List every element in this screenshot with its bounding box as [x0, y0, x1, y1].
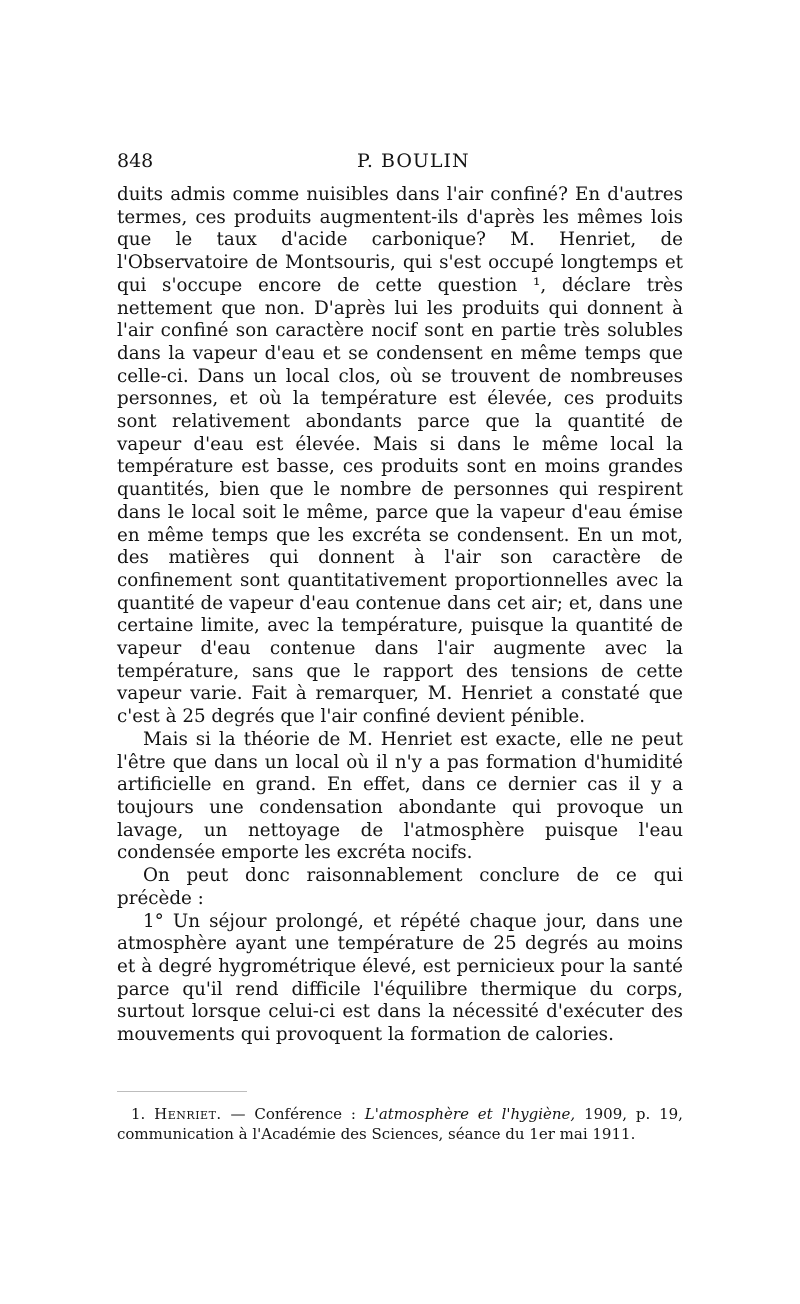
footnote-title: L'atmosphère et l'hygiène,: [364, 1105, 576, 1123]
page-header: [117, 150, 683, 176]
footnote-author: Henriet.: [154, 1105, 222, 1123]
footnote-rest: 1909, p. 19, communication à l'Académie des Sciences, séance du 1er mai 1911.: [117, 1105, 683, 1143]
footnote-number: 1.: [131, 1105, 146, 1123]
footnote: [117, 1104, 683, 1144]
footnote-divider: [117, 1091, 247, 1092]
page-number: 848: [117, 150, 154, 172]
paragraph-3: On peut donc raisonnablement conclure de ce qui précède :: [117, 865, 683, 909]
body-text: [117, 184, 683, 1047]
paragraph-4: 1° Un séjour prolongé, et répété chaque jour, dans une atmosphère ayant une température de 25 degrés au moins et à degré hygrométrique élevé, est pernicieux pour la santé parce qu'il rend difficile l'équilibre thermique du corps, surtout lorsque celui-ci est dans la nécessité d'exécuter des mouvements qui provoquent la formation de calories.: [117, 910, 683, 1046]
footnote-dash: —: [230, 1105, 246, 1123]
footnote-label: Conférence :: [254, 1105, 356, 1123]
paragraph-2: Mais si la théorie de M. Henriet est exacte, elle ne peut l'être que dans un local où il n'y a pas formation d'humidité artificielle en grand. En effet, dans ce dernier cas il y a toujours une condensation abondante qui provoque un lavage, un nettoyage de l'atmosphère puisque l'eau condensée emporte les excréta nocifs.: [117, 728, 683, 864]
running-head: P. BOULIN: [357, 150, 470, 172]
footnote-text: [117, 1104, 683, 1144]
paragraph-1: duits admis comme nuisibles dans l'air confiné? En d'autres termes, ces produits augmentent-ils d'après les mêmes lois que le taux d'acide carbonique? M. Henriet, de l'Observatoire de Montsouris, qui s'est occupé longtemps et qui s'occupe encore de cette question ¹, déclare très nettement que non. D'après lui les produits qui donnent à l'air confiné son caractère nocif sont en partie très solubles dans la vapeur d'eau et se condensent en même temps que celle-ci. Dans un local clos, où se trouvent de nombreuses personnes, et où la température est élevée, ces produits sont relativement abondants parce que la quantité de vapeur d'eau est élevée. Mais si dans le même local la température est basse, ces produits sont en moins grandes quantités, bien que le nombre de personnes qui respirent dans le local soit le même, parce que la vapeur d'eau émise en même temps que les excréta se condensent. En un mot, des matières qui donnent à l'air son caractère de confinement sont quantitativement proportionnelles avec la quantité de vapeur d'eau contenue dans cet air; et, dans une certaine limite, avec la température, puisque la quantité de vapeur d'eau contenue dans l'air augmente avec la température, sans que le rapport des tensions de cette vapeur varie. Fait à remarquer, M. Henriet a constaté que c'est à 25 degrés que l'air confiné devient pénible.: [117, 184, 683, 728]
